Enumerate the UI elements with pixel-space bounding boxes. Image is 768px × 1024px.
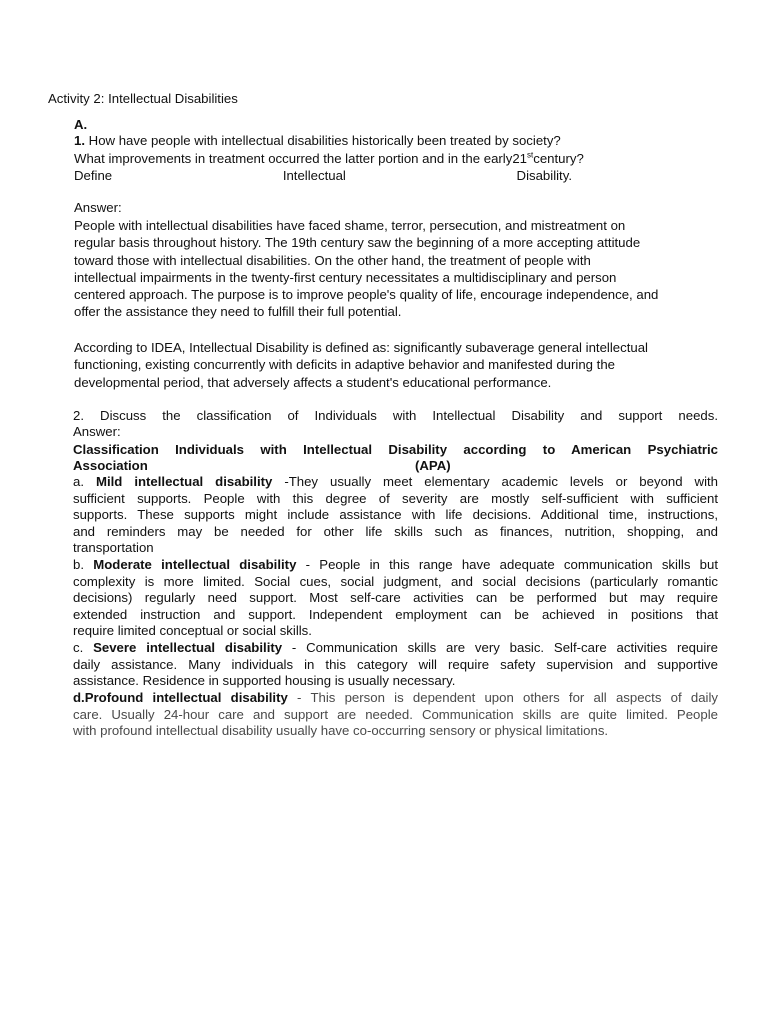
idea-definition-paragraph — [74, 339, 734, 391]
severe-line — [73, 640, 718, 657]
page-title: Activity 2: Intellectual Disabilities — [48, 91, 238, 106]
define-word: Define — [74, 168, 113, 183]
intellectual-word: Intellectual — [282, 168, 346, 183]
answer-1-paragraph — [74, 217, 734, 321]
classification-heading-line-2 — [73, 458, 718, 475]
answer-1-label: Answer: — [74, 200, 122, 215]
answer-2-label: Answer: — [73, 424, 121, 439]
severe-line: daily assistance. Many individuals in this category will require safety supervision and supportive — [73, 656, 718, 672]
mild-classification — [73, 474, 718, 557]
mild-line: transportation — [73, 540, 154, 556]
moderate-line: complexity is more limited. Social cues, social judgment, and social decisions (particularly romantic — [73, 573, 718, 589]
association-word: Association — [73, 458, 148, 473]
mild-text: -They usually meet elementary academic levels or beyond with — [272, 474, 718, 489]
mild-term: Mild intellectual disability — [95, 474, 273, 489]
disability-word: Disability. — [516, 168, 572, 183]
mild-line: supports. These supports might include assistance with life decisions. Additional time, instructions, — [73, 507, 718, 523]
severe-prefix: c. — [73, 640, 94, 655]
moderate-line: extended instruction and support. Independent employment can be achieved in positions that — [73, 606, 718, 622]
profound-line: care. Usually 24-hour care and support are needed. Communication skills are quite limited. People — [73, 706, 718, 722]
severe-term: Severe intellectual disability — [93, 640, 283, 655]
answer-1-line: People with intellectual disabilities have faced shame, terror, persecution, and mistreatment on — [74, 218, 626, 233]
classification-heading-line-1: Classification Individuals with Intellectual Disability according to American Psychiatric — [73, 442, 718, 457]
question-1-text: How have people with intellectual disabilities historically been treated by society? — [88, 133, 561, 148]
severe-line: assistance. Residence in supported housing is usually necessary. — [73, 673, 456, 689]
question-2-text: 2. Discuss the classification of Individuals with Intellectual Disability and support needs. — [73, 408, 718, 423]
mild-line: sufficient supports. People with this degree of severity are mostly self-sufficient with sufficient — [73, 490, 718, 506]
idea-line: developmental period, that adversely affects a student's educational performance. — [74, 374, 552, 390]
profound-line: with profound intellectual disability usually have co-occurring sensory or physical limitations. — [73, 723, 609, 739]
profound-term: d.Profound intellectual disability — [73, 690, 288, 705]
section-a-label: A. — [74, 117, 88, 132]
idea-line: functioning, existing concurrently with deficits in adaptive behavior and manifested during the — [74, 357, 616, 373]
moderate-term: Moderate intellectual disability — [93, 557, 297, 572]
profound-text: - This person is dependent upon others for all aspects of daily — [287, 690, 718, 705]
mild-line — [73, 474, 718, 491]
moderate-text: - People in this range have adequate communication skills but — [296, 557, 718, 572]
mild-prefix: a. — [73, 474, 96, 489]
moderate-line — [73, 557, 718, 574]
apa-abbreviation: (APA) — [415, 458, 451, 473]
severe-text: - Communication skills are very basic. Self-care activities require — [282, 640, 718, 655]
question-1-line-2-end: century? — [533, 151, 584, 166]
question-1-line-2-text: What improvements in treatment occurred the latter portion and in the early21 — [74, 151, 527, 166]
answer-1-line: intellectual impairments in the twenty-first century necessitates a multidisciplinary and person — [74, 269, 617, 285]
answer-1-line: toward those with intellectual disabilities. On the other hand, the treatment of people with — [74, 252, 591, 268]
answer-1-line: centered approach. The purpose is to improve people's quality of life, encourage independence, and — [74, 287, 659, 303]
moderate-line: require limited conceptual or social skills. — [73, 623, 312, 639]
question-1-number: 1. — [74, 133, 85, 148]
idea-line: According to IDEA, Intellectual Disability is defined as: significantly subaverage general intellectual — [74, 340, 648, 355]
question-1-line-3 — [74, 168, 572, 184]
moderate-classification — [73, 557, 718, 640]
ordinal-superscript: st — [527, 150, 534, 160]
moderate-prefix: b. — [73, 557, 94, 572]
severe-classification — [73, 640, 718, 690]
moderate-line: decisions) regularly need support. Most self-care activities can be performed but may require — [73, 590, 718, 606]
mild-line: and reminders may be needed for other life skills such as finances, nutrition, shopping, and — [73, 523, 718, 539]
profound-line — [73, 690, 718, 707]
question-1-line-2 — [74, 151, 584, 167]
answer-1-line: regular basis throughout history. The 19th century saw the beginning of a more accepting attitude — [74, 235, 641, 251]
profound-classification — [73, 690, 718, 740]
answer-1-line: offer the assistance they need to fulfill their full potential. — [74, 304, 402, 320]
question-1-line-1 — [74, 133, 561, 149]
